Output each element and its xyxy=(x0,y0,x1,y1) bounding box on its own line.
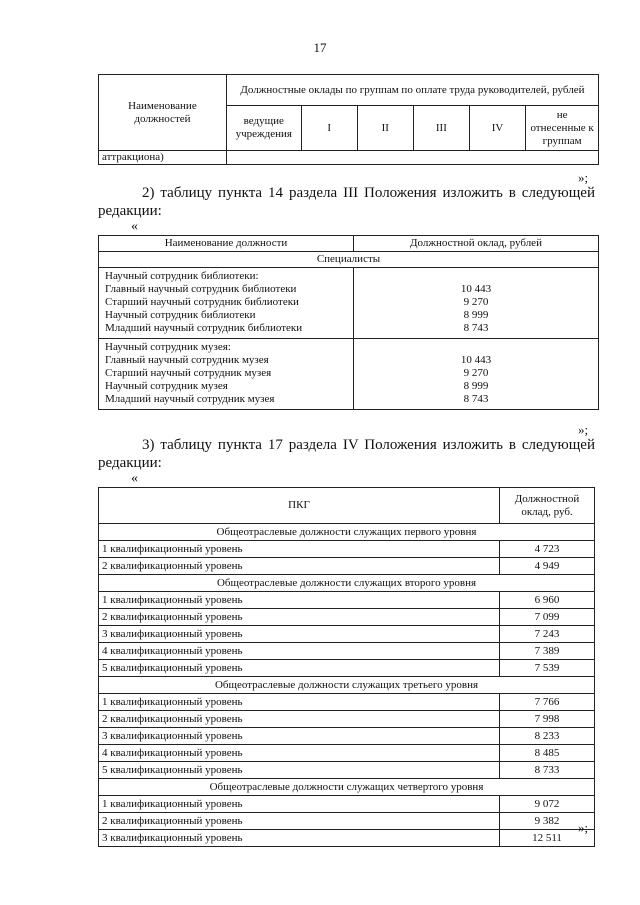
salary-value: 8 485 xyxy=(500,745,595,762)
qualification-level: 3 квалификационный уровень xyxy=(99,830,500,847)
table-row xyxy=(99,660,595,677)
table1-last-row-name: аттракциона) xyxy=(99,151,227,165)
qualification-level: 2 квалификационный уровень xyxy=(99,558,500,575)
salary-value: 8 743 xyxy=(463,393,489,405)
header-pkg: ПКГ xyxy=(99,488,500,524)
salary-groups-table xyxy=(98,74,599,165)
salary-value: 8 999 xyxy=(463,309,489,321)
salary-value: 8 233 xyxy=(500,728,595,745)
salary-value: 8 999 xyxy=(463,380,489,392)
subheader-group-2: II xyxy=(357,106,413,151)
salary-value: 7 243 xyxy=(500,626,595,643)
subheader-group-1: I xyxy=(301,106,357,151)
scientific-staff-table xyxy=(98,235,599,410)
salary-value: 7 766 xyxy=(500,694,595,711)
salary-value: 9 270 xyxy=(463,367,489,379)
qualification-level: 5 квалификационный уровень xyxy=(99,660,500,677)
opening-quote-3: « xyxy=(131,471,138,486)
subheader-group-4: IV xyxy=(469,106,525,151)
table-row xyxy=(99,745,595,762)
list-item: Младший научный сотрудник музея xyxy=(105,393,275,405)
page-number: 17 xyxy=(313,40,327,55)
pkg-salary-table xyxy=(98,487,595,847)
qualification-level: 1 квалификационный уровень xyxy=(99,592,500,609)
qualification-level: 4 квалификационный уровень xyxy=(99,643,500,660)
col-name-header: Наименование должностей xyxy=(99,75,227,151)
museum-title: Научный сотрудник музея: xyxy=(105,341,231,353)
qualification-level: 1 квалификационный уровень xyxy=(99,694,500,711)
salary-value: 10 443 xyxy=(460,283,492,295)
list-item: Научный сотрудник музея xyxy=(105,380,228,392)
table-row xyxy=(99,609,595,626)
group-title: Общеотраслевые должности служащих первого уровня xyxy=(99,524,595,541)
salary-value: 10 443 xyxy=(460,354,492,366)
table-row xyxy=(99,592,595,609)
salary-value: 9 270 xyxy=(463,296,489,308)
salary-value: 6 960 xyxy=(500,592,595,609)
closing-quote-2: »; xyxy=(578,422,589,437)
header-salary-rub: Должностной оклад, руб. xyxy=(500,488,595,524)
salary-value: 7 998 xyxy=(500,711,595,728)
salary-value: 9 382 xyxy=(500,813,595,830)
table1-last-row-values xyxy=(226,151,598,165)
section-specialists: Специалисты xyxy=(99,252,599,268)
table-row xyxy=(99,711,595,728)
salary-value: 7 389 xyxy=(500,643,595,660)
museum-block xyxy=(99,339,354,410)
subheader-unassigned: не отнесенные к группам xyxy=(526,106,599,151)
paragraph-3: 3) таблицу пункта 17 раздела IV Положения изложить в следующей редакции: xyxy=(98,437,595,471)
group-header: Должностные оклады по группам по оплате труда руководителей, рублей xyxy=(226,75,598,106)
qualification-level: 2 квалификационный уровень xyxy=(99,711,500,728)
group-title: Общеотраслевые должности служащих четвертого уровня xyxy=(99,779,595,796)
museum-values xyxy=(354,339,599,410)
library-title: Научный сотрудник библиотеки: xyxy=(105,270,259,282)
salary-value: 9 072 xyxy=(500,796,595,813)
list-item: Старший научный сотрудник музея xyxy=(105,367,272,379)
table-row xyxy=(99,558,595,575)
salary-value: 4 949 xyxy=(500,558,595,575)
qualification-level: 3 квалификационный уровень xyxy=(99,626,500,643)
subheader-group-3: III xyxy=(413,106,469,151)
opening-quote-2: « xyxy=(131,219,138,234)
table-row xyxy=(99,762,595,779)
salary-value: 12 511 xyxy=(500,830,595,847)
table-row xyxy=(99,813,595,830)
qualification-level: 3 квалификационный уровень xyxy=(99,728,500,745)
subheader-leading: ведущие учреждения xyxy=(226,106,301,151)
header-position: Наименование должности xyxy=(99,236,354,252)
group-title: Общеотраслевые должности служащих второго уровня xyxy=(99,575,595,592)
table-row xyxy=(99,796,595,813)
qualification-level: 1 квалификационный уровень xyxy=(99,541,500,558)
paragraph-2: 2) таблицу пункта 14 раздела III Положения изложить в следующей редакции: xyxy=(98,185,595,219)
qualification-level: 4 квалификационный уровень xyxy=(99,745,500,762)
salary-value: 4 723 xyxy=(500,541,595,558)
qualification-level: 2 квалификационный уровень xyxy=(99,609,500,626)
qualification-level: 2 квалификационный уровень xyxy=(99,813,500,830)
salary-value: 8 733 xyxy=(500,762,595,779)
header-salary: Должностной оклад, рублей xyxy=(354,236,599,252)
table-row xyxy=(99,694,595,711)
table-row xyxy=(99,541,595,558)
closing-quote-1: »; xyxy=(578,170,589,185)
list-item: Младший научный сотрудник библиотеки xyxy=(105,322,303,334)
qualification-level: 5 квалификационный уровень xyxy=(99,762,500,779)
qualification-level: 1 квалификационный уровень xyxy=(99,796,500,813)
list-item: Научный сотрудник библиотеки xyxy=(105,309,256,321)
list-item: Главный научный сотрудник музея xyxy=(105,354,269,366)
salary-value: 8 743 xyxy=(463,322,489,334)
table-row xyxy=(99,643,595,660)
group-title: Общеотраслевые должности служащих третьего уровня xyxy=(99,677,595,694)
salary-value: 7 099 xyxy=(500,609,595,626)
list-item: Главный научный сотрудник библиотеки xyxy=(105,283,297,295)
table-row xyxy=(99,728,595,745)
salary-value: 7 539 xyxy=(500,660,595,677)
closing-quote-3: »; xyxy=(578,820,589,835)
table-row xyxy=(99,626,595,643)
table-row xyxy=(99,830,595,847)
library-block xyxy=(99,268,354,339)
library-values xyxy=(354,268,599,339)
list-item: Старший научный сотрудник библиотеки xyxy=(105,296,299,308)
